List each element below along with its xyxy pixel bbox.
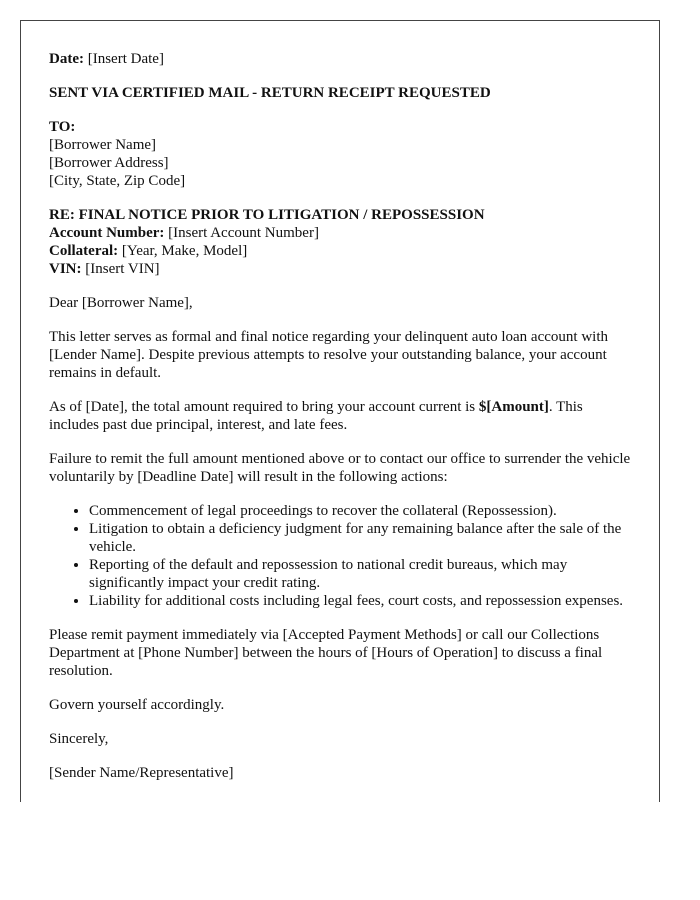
list-item: • Liability for additional costs including legal fees, court costs, and repossession expenses. — [89, 592, 631, 610]
payment-paragraph: Please remit payment immediately via [Accepted Payment Methods] or call our Collections Department at [Phone Number] between the hours of [Hours of Operation] to discuss a final resolution. — [49, 627, 603, 679]
signature: [Sender Name/Representative] — [49, 765, 234, 781]
date-line: Date: [Insert Date] — [49, 51, 164, 67]
closing: Sincerely, — [49, 731, 109, 747]
list-item: • Litigation to obtain a deficiency judgment for any remaining balance after the sale of the vehicle. — [89, 520, 631, 556]
list-item: • Reporting of the default and repossession to national credit bureaus, which may significantly impact your credit rating. — [89, 556, 631, 592]
recipient-block: TO: [Borrower Name] [Borrower Address] [City, State, Zip Code] — [49, 119, 186, 189]
delivery-method: SENT VIA CERTIFIED MAIL - RETURN RECEIPT REQUESTED — [49, 85, 491, 101]
consequence-paragraph: Failure to remit the full amount mentioned above or to contact our office to surrender the vehicle voluntarily by [Deadline Date] will result in the following actions: — [49, 451, 631, 485]
intro-paragraph: This letter serves as formal and final notice regarding your delinquent auto loan account with [Lender Name]. Despite previous attempts to resolve your outstanding balance, your account remains in default. — [49, 329, 608, 381]
salutation: Dear [Borrower Name], — [49, 295, 193, 311]
reference-block: RE: FINAL NOTICE PRIOR TO LITIGATION / REPOSSESSION Account Number: [Insert Account Number] Collateral: [Year, Make, Model] VIN: [Insert VIN] — [49, 207, 485, 277]
warning-line: Govern yourself accordingly. — [49, 697, 225, 713]
letter-page — [20, 20, 660, 802]
actions-list — [49, 502, 631, 610]
amount-paragraph: As of [Date], the total amount required to bring your account current is $[Amount]. This includes past due principal, interest, and late fees. — [49, 399, 583, 433]
list-item: • Commencement of legal proceedings to recover the collateral (Repossession). — [89, 502, 631, 520]
